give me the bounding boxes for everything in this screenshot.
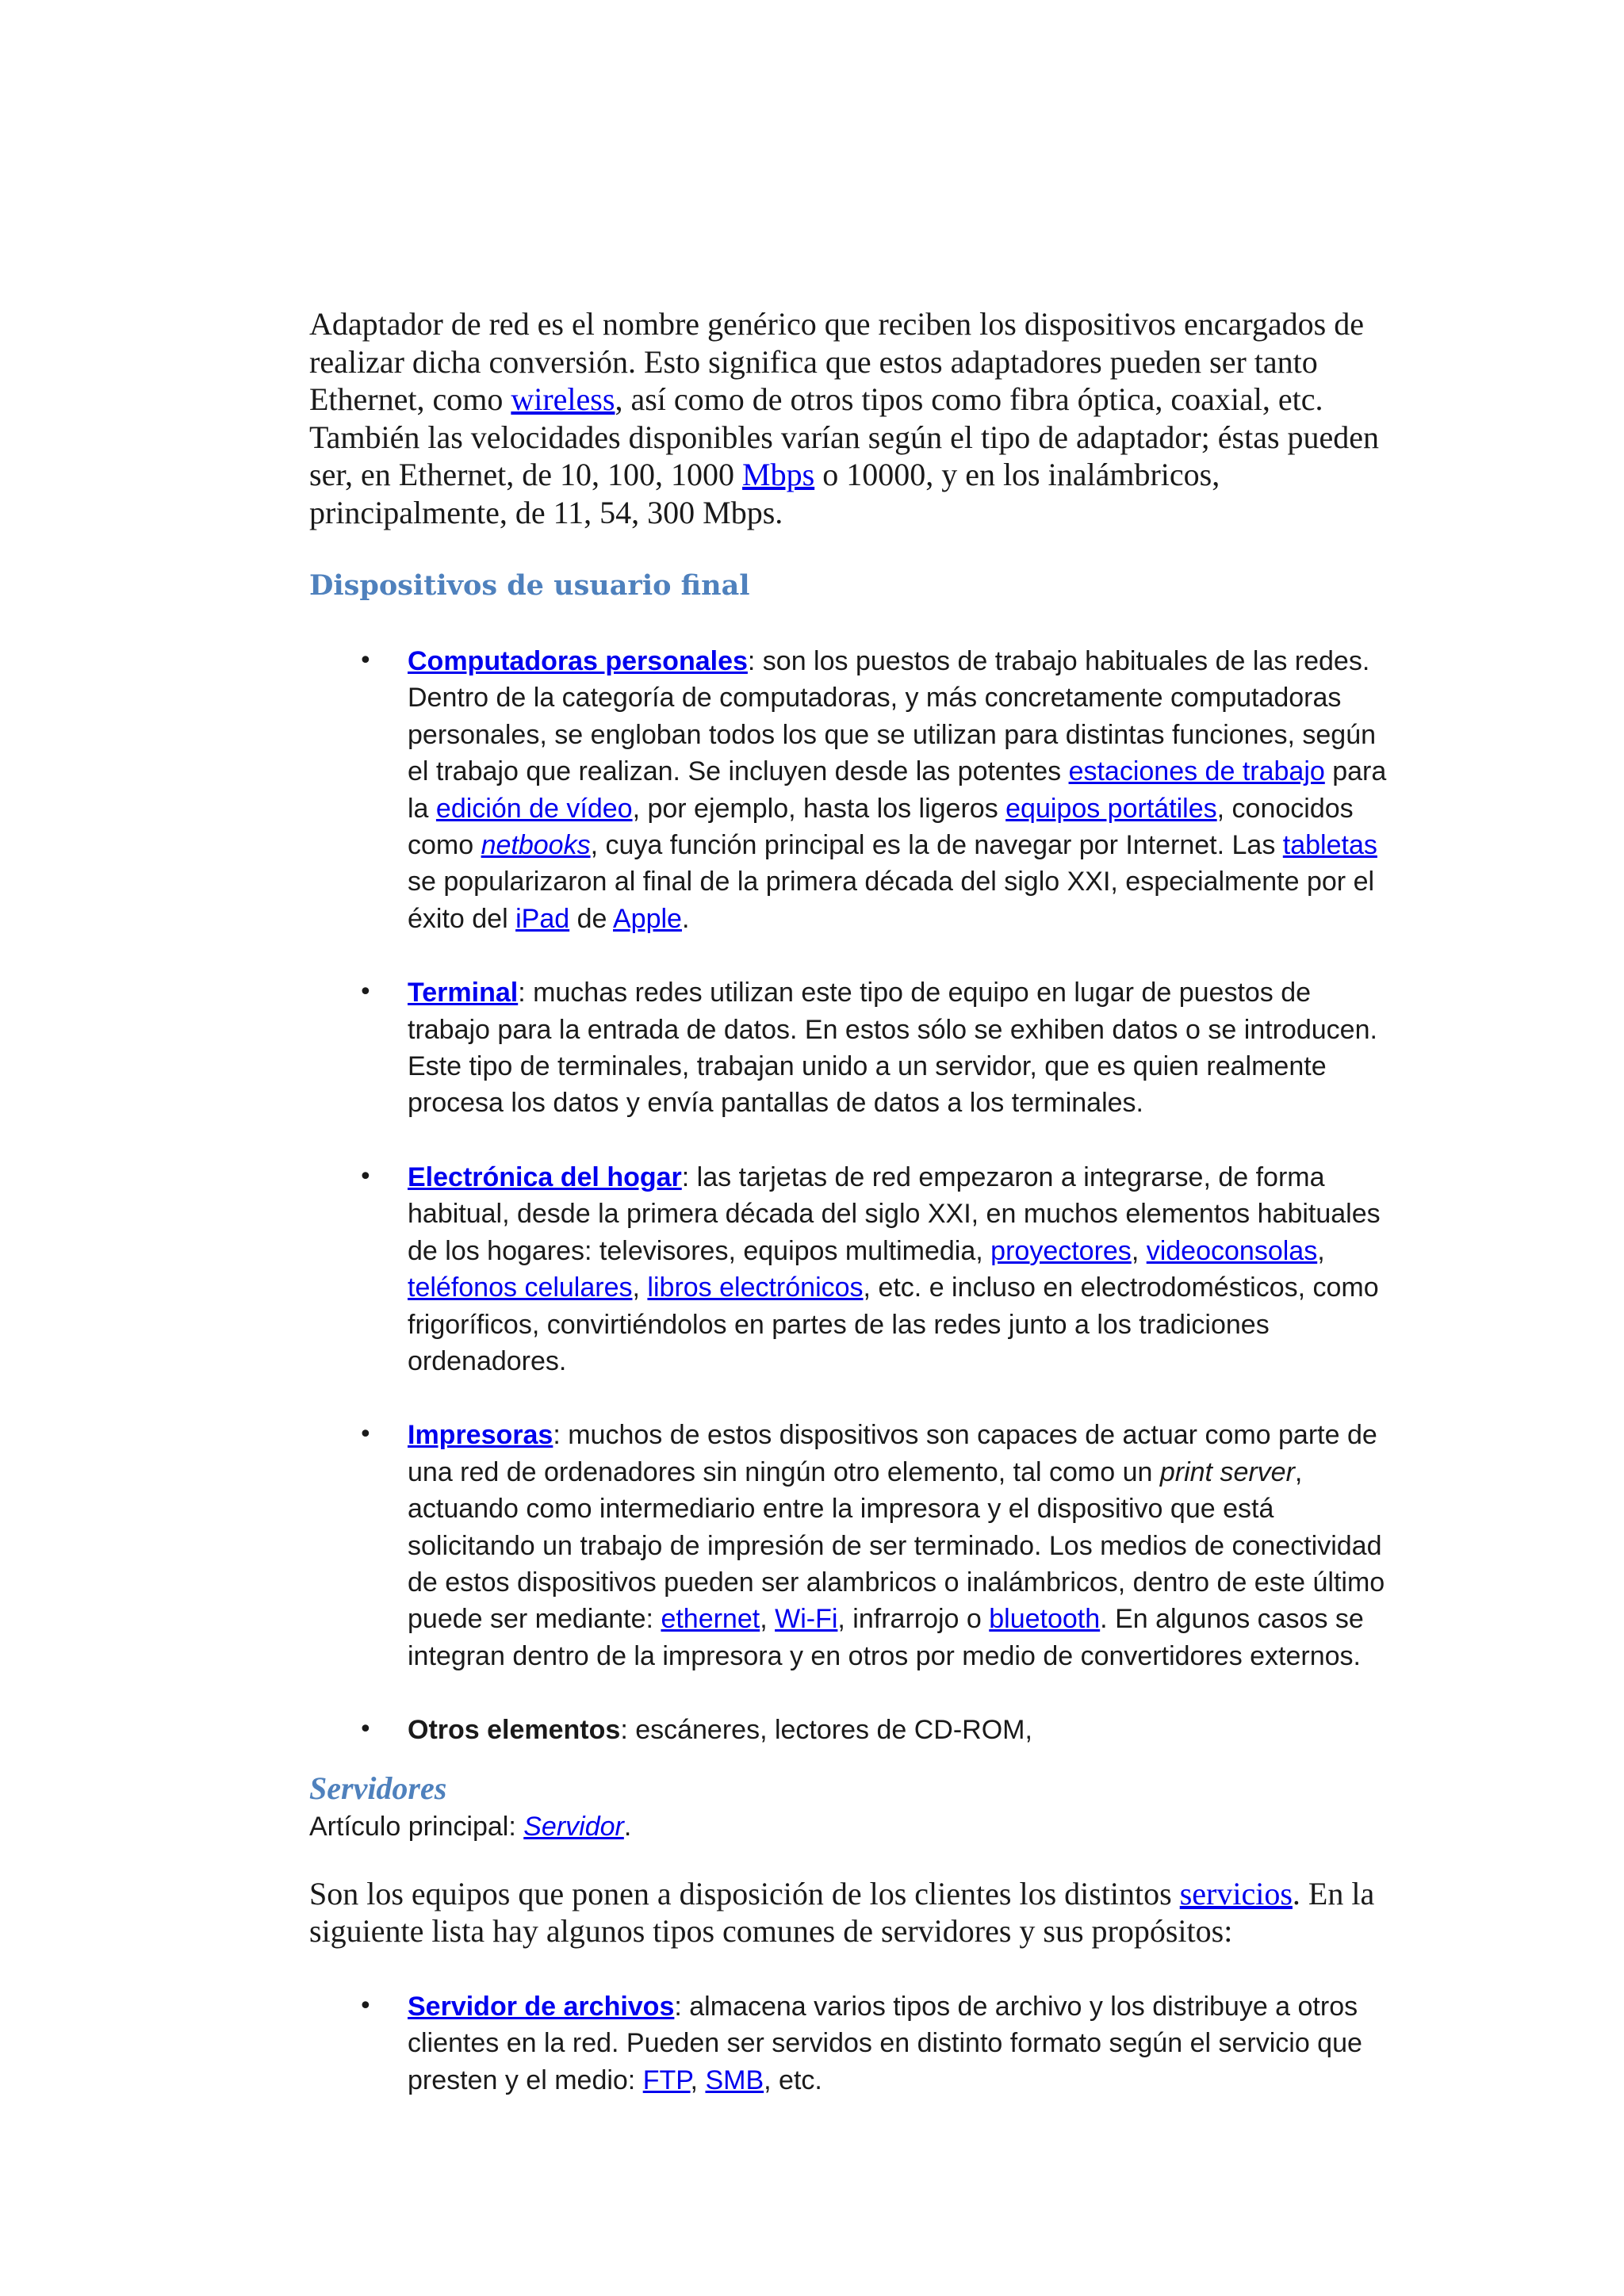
print-server-emphasis: print server bbox=[1159, 1456, 1295, 1487]
item-text: , conocidos como bbox=[408, 793, 1354, 861]
link-smb[interactable]: SMB bbox=[705, 2064, 764, 2095]
link-servidor-de-archivos[interactable]: Servidor de archivos bbox=[408, 1991, 675, 2022]
list-item-computadoras bbox=[309, 643, 1396, 937]
spacer bbox=[309, 1380, 1396, 1417]
link-servicios[interactable]: servicios bbox=[1179, 1875, 1293, 1911]
link-electronica-del-hogar[interactable]: Electrónica del hogar bbox=[408, 1161, 682, 1192]
main-article-prefix: Artículo principal: bbox=[309, 1811, 524, 1842]
link-equipos-portatiles[interactable]: equipos portátiles bbox=[1005, 793, 1217, 824]
link-telefonos-celulares[interactable]: teléfonos celulares bbox=[408, 1272, 633, 1303]
bullet-icon: • bbox=[358, 647, 373, 675]
item-text: , bbox=[690, 2064, 706, 2095]
link-mbps[interactable]: Mbps bbox=[742, 457, 815, 492]
servidores-paragraph bbox=[309, 1875, 1396, 1950]
section-heading-dispositivos: Dispositivos de usuario final bbox=[309, 569, 750, 602]
item-text: , actuando como intermediario entre la impresora y el dispositivo que está solicitando un trabajo de impresión de ser terminado. Los medios de conectividad de estos dispositivos pueden ser alambricos o inalámbricos, dentro de este último puede ser mediante: bbox=[408, 1456, 1385, 1635]
spacer bbox=[309, 937, 1396, 974]
item-text: , bbox=[760, 1604, 776, 1635]
link-netbooks[interactable]: netbooks bbox=[481, 830, 591, 861]
item-text: : muchos de estos dispositivos son capaces de actuar como parte de una red de ordenadores sin ningún otro elemento, tal como un bbox=[408, 1420, 1377, 1487]
link-tabletas[interactable]: tabletas bbox=[1282, 830, 1377, 861]
dispositivos-list bbox=[309, 643, 1396, 1749]
link-videoconsolas[interactable]: videoconsolas bbox=[1146, 1235, 1318, 1266]
spacer bbox=[309, 1122, 1396, 1159]
servidores-list bbox=[309, 1988, 1396, 2099]
item-text: de bbox=[569, 903, 613, 934]
link-computadoras-personales[interactable]: Computadoras personales bbox=[408, 646, 748, 676]
main-article-note bbox=[309, 1808, 1396, 1845]
link-proyectores[interactable]: proyectores bbox=[990, 1235, 1132, 1266]
link-wireless[interactable]: wireless bbox=[511, 381, 615, 417]
intro-text: Adaptador de red es el nombre genérico que reciben los dispositivos encargados de realizar dicha conversión. Esto significa que estos adaptadores pueden ser tanto Ethernet, como bbox=[309, 306, 1364, 417]
item-text: , etc. e incluso en electrodomésticos, como frigoríficos, convirtiéndolos en partes de las redes junto a los tradiciones ordenadores. bbox=[408, 1272, 1379, 1376]
item-text: se popularizaron al final de la primera década del siglo XXI, especialmente por el éxito del bbox=[408, 867, 1375, 934]
item-text: : son los puestos de trabajo habituales de las redes. Dentro de la categoría de computadoras, y más concretamente computadoras personales, se engloban todos los que se utilizan para distintas funciones, según el trabajo que realizan. Se incluyen desde las potentes bbox=[408, 646, 1377, 787]
list-item-electronica bbox=[309, 1159, 1396, 1380]
item-text: , por ejemplo, hasta los ligeros bbox=[632, 793, 1006, 824]
intro-paragraph bbox=[309, 305, 1396, 531]
intro-text: o 10000, y en los inalámbricos, principalmente, de 11, 54, 300 Mbps. bbox=[309, 457, 1220, 530]
intro-text: , así como de otros tipos como fibra óptica, coaxial, etc. También las velocidades disponibles varían según el tipo de adaptador; éstas pueden ser, en Ethernet, de 10, 100, 1000 bbox=[309, 381, 1380, 492]
item-text: , bbox=[632, 1272, 648, 1303]
para-text: . En la siguiente lista hay algunos tipos comunes de servidores y sus propósitos: bbox=[309, 1875, 1375, 1950]
bullet-icon: • bbox=[358, 1716, 373, 1744]
para-text: Son los equipos que ponen a disposición de los clientes los distintos bbox=[309, 1875, 1180, 1911]
link-bluetooth[interactable]: bluetooth bbox=[989, 1604, 1101, 1635]
main-article-suffix: . bbox=[623, 1811, 632, 1842]
list-item-servidor-archivos bbox=[309, 1988, 1396, 2099]
link-estaciones-de-trabajo[interactable]: estaciones de trabajo bbox=[1068, 756, 1325, 787]
list-item-terminal bbox=[309, 974, 1396, 1122]
bullet-icon: • bbox=[358, 1421, 373, 1449]
item-text: : muchas redes utilizan este tipo de equipo en lugar de puestos de trabajo para la entrada de datos. En estos sólo se exhiben datos o se introducen. Este tipo de terminales, trabajan unido a un servidor, que es quien realmente procesa los datos y envía pantallas de datos a los terminales. bbox=[408, 978, 1377, 1119]
term-otros-elementos: Otros elementos bbox=[408, 1715, 621, 1746]
link-ipad[interactable]: iPad bbox=[515, 903, 570, 934]
item-text: : almacena varios tipos de archivo y los distribuye a otros clientes en la red. Pueden ser servidos en distinto formato según el servicio que presten y el medio: bbox=[408, 1991, 1362, 2095]
link-apple[interactable]: Apple bbox=[613, 903, 682, 934]
item-text: . bbox=[681, 903, 690, 934]
item-text: . En algunos casos se integran dentro de la impresora y en otros por medio de convertidores externos. bbox=[408, 1604, 1364, 1671]
item-text: , bbox=[1317, 1235, 1325, 1266]
link-terminal[interactable]: Terminal bbox=[408, 978, 519, 1008]
list-item-impresoras bbox=[309, 1417, 1396, 1674]
link-ethernet[interactable]: ethernet bbox=[661, 1604, 760, 1635]
link-ftp[interactable]: FTP bbox=[642, 2064, 691, 2095]
link-edicion-de-video[interactable]: edición de vídeo bbox=[435, 793, 633, 824]
document-page bbox=[309, 305, 1396, 2099]
item-text: : las tarjetas de red empezaron a integrarse, de forma habitual, desde la primera década del siglo XXI, en muchos elementos habituales de los hogares: televisores, equipos multimedia, bbox=[408, 1161, 1381, 1266]
list-item-otros bbox=[309, 1712, 1396, 1748]
link-impresoras[interactable]: Impresoras bbox=[408, 1420, 553, 1451]
item-text: : escáneres, lectores de CD-ROM, bbox=[620, 1715, 1032, 1746]
link-libros-electronicos[interactable]: libros electrónicos bbox=[647, 1272, 864, 1303]
item-text: , cuya función principal es la de navegar por Internet. Las bbox=[590, 830, 1283, 861]
link-servidor[interactable]: Servidor bbox=[523, 1811, 624, 1842]
bullet-icon: • bbox=[358, 1992, 373, 2020]
bullet-icon: • bbox=[358, 978, 373, 1007]
link-wi-fi[interactable]: Wi-Fi bbox=[775, 1604, 838, 1635]
item-text: , bbox=[1131, 1235, 1147, 1266]
item-text: , infrarrojo o bbox=[837, 1604, 990, 1635]
section-heading-servidores: Servidores bbox=[309, 1770, 447, 1806]
item-text: , etc. bbox=[764, 2064, 822, 2095]
bullet-icon: • bbox=[358, 1162, 373, 1191]
item-text: para la bbox=[408, 756, 1387, 824]
spacer bbox=[309, 1674, 1396, 1712]
